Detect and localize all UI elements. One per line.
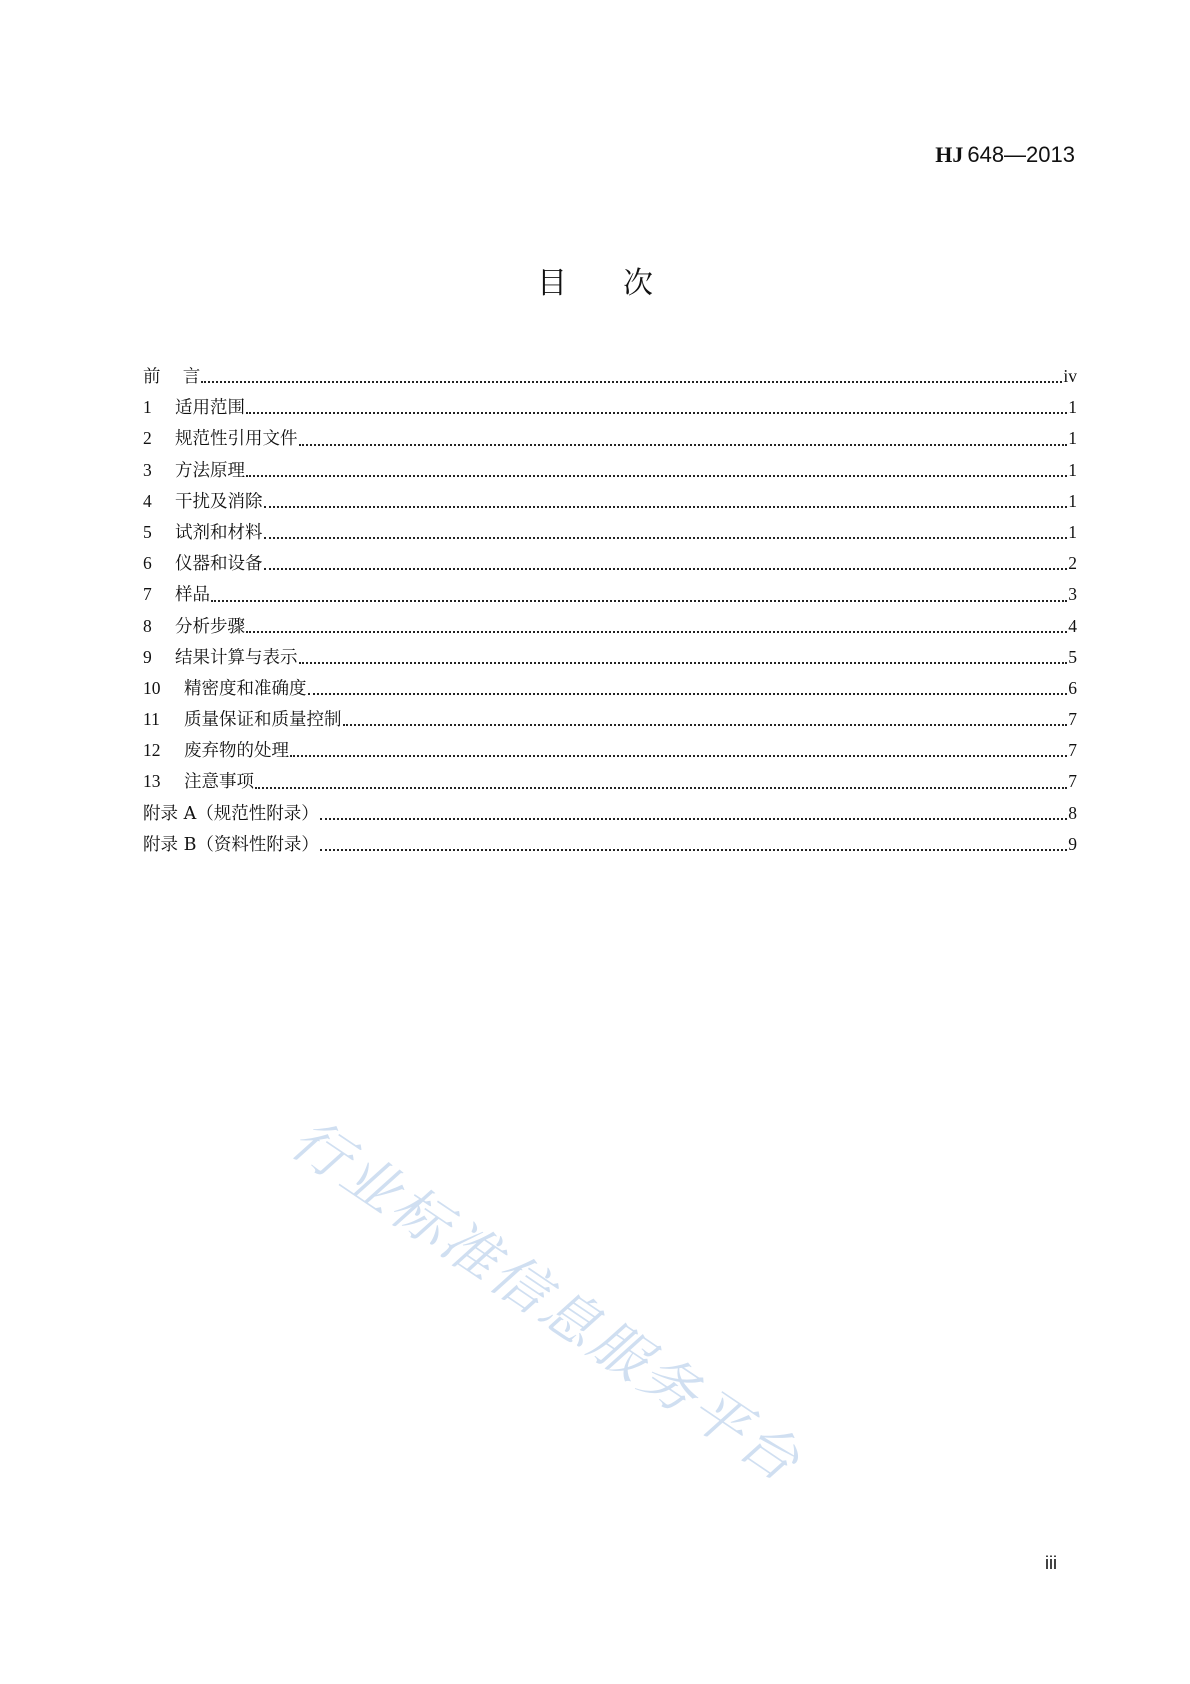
toc-entry-label: 规范性引用文件: [175, 429, 298, 450]
toc-entry-number: 8: [143, 615, 152, 636]
table-of-contents: [143, 361, 1077, 860]
toc-dot-leader: [343, 723, 1068, 726]
toc-entry-page: 3: [1068, 584, 1077, 605]
toc-entry-page: 1: [1068, 397, 1077, 418]
toc-entry-number: 4: [143, 490, 152, 511]
toc-entry-label: 试剂和材料: [175, 522, 263, 543]
toc-entry-label: 注意事项: [184, 772, 254, 793]
standard-code-number: 648—2013: [967, 142, 1075, 167]
toc-entry-number: 2: [143, 428, 152, 449]
toc-entry-label: 精密度和准确度: [184, 678, 307, 699]
toc-entry[interactable]: [143, 766, 1077, 797]
toc-dot-leader: [246, 411, 1067, 414]
toc-title: 目次: [537, 266, 709, 301]
toc-entry-page: 8: [1068, 802, 1077, 823]
toc-dot-leader: [264, 505, 1068, 508]
toc-entry-page: 7: [1068, 709, 1077, 730]
toc-entry[interactable]: [143, 735, 1077, 766]
toc-entry-label: 质量保证和质量控制: [184, 710, 342, 731]
toc-entry-number: 10: [143, 677, 161, 698]
toc-entry-page: 7: [1068, 740, 1077, 761]
standard-code: [935, 142, 1075, 168]
toc-dot-leader: [308, 692, 1068, 695]
page-number: iii: [1045, 1553, 1057, 1573]
toc-entry[interactable]: [143, 423, 1077, 454]
toc-dot-leader: [255, 786, 1067, 789]
toc-dot-leader: [320, 817, 1068, 820]
toc-entry-label: 附录 B（资料性附录）: [143, 834, 319, 855]
toc-dot-leader: [290, 754, 1067, 757]
standard-code-prefix: HJ: [935, 142, 964, 167]
toc-entry-number: 12: [143, 740, 161, 761]
toc-entry-page: 2: [1068, 553, 1077, 574]
toc-entry-page: 1: [1068, 459, 1077, 480]
toc-entry-page: 1: [1068, 521, 1077, 542]
toc-entry[interactable]: [143, 829, 1077, 860]
toc-entry-label: 样品: [175, 585, 210, 606]
toc-entry[interactable]: [143, 517, 1077, 548]
toc-dot-leader: [299, 661, 1068, 664]
toc-entry-page: 5: [1068, 646, 1077, 667]
toc-dot-leader: [201, 380, 1062, 383]
toc-entry-number: 7: [143, 584, 152, 605]
toc-dot-leader: [264, 536, 1068, 539]
toc-entry-label: 结果计算与表示: [175, 647, 298, 668]
toc-entry-label: 附录 A（规范性附录）: [143, 803, 319, 824]
toc-entry[interactable]: [143, 579, 1077, 610]
toc-entry-number: 13: [143, 771, 161, 792]
toc-dot-leader: [211, 599, 1067, 602]
toc-entry[interactable]: [143, 611, 1077, 642]
toc-entry[interactable]: [143, 455, 1077, 486]
toc-entry-page: 7: [1068, 771, 1077, 792]
toc-entry-number: 5: [143, 521, 152, 542]
toc-entry-page: iv: [1063, 366, 1077, 386]
toc-entry-page: 9: [1068, 833, 1077, 854]
watermark-text: 行业标准信息服务平台: [279, 1106, 814, 1497]
toc-dot-leader: [264, 567, 1068, 570]
toc-entry-number: 11: [143, 709, 160, 730]
toc-entry-label: 适用范围: [175, 398, 245, 419]
toc-entry[interactable]: [143, 486, 1077, 517]
toc-entry[interactable]: [143, 798, 1077, 829]
toc-entry-label: 分析步骤: [175, 616, 245, 637]
toc-entry-page: 1: [1068, 490, 1077, 511]
toc-dot-leader: [299, 443, 1068, 446]
toc-entry-number: 6: [143, 553, 152, 574]
toc-dot-leader: [246, 630, 1067, 633]
toc-entry-number: 1: [143, 397, 152, 418]
toc-entry-label: 方法原理: [175, 460, 245, 481]
toc-entry-label: 废弃物的处理: [184, 741, 289, 762]
toc-entry-page: 6: [1068, 677, 1077, 698]
toc-entry[interactable]: [143, 392, 1077, 423]
toc-dot-leader: [246, 474, 1067, 477]
toc-entry[interactable]: [143, 642, 1077, 673]
toc-entry[interactable]: [143, 361, 1077, 392]
toc-entry[interactable]: [143, 673, 1077, 704]
toc-dot-leader: [320, 848, 1067, 851]
toc-entry[interactable]: [143, 548, 1077, 579]
toc-entry-label: 干扰及消除: [175, 491, 263, 512]
toc-entry-label: 仪器和设备: [175, 554, 263, 575]
toc-entry-number: 3: [143, 459, 152, 480]
toc-entry-number: 9: [143, 646, 152, 667]
toc-entry-page: 4: [1068, 615, 1077, 636]
toc-entry-page: 1: [1068, 428, 1077, 449]
toc-entry[interactable]: [143, 704, 1077, 735]
toc-entry-label: 前 言: [143, 367, 201, 387]
